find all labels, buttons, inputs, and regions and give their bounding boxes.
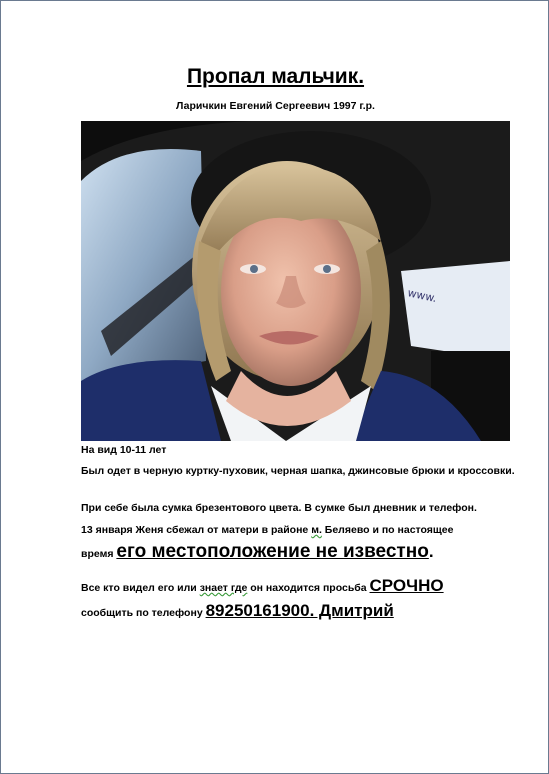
poster-title-text: Пропал мальчик. <box>186 65 365 88</box>
poster-title <box>1 65 549 89</box>
appeal-wavy: знает где <box>199 582 248 594</box>
escape-text-part1: 13 января Женя сбежал от матери в районе <box>81 524 312 536</box>
location-line <box>81 539 521 567</box>
clothing-text: Был одет в черную куртку-пуховик, черная шапка, джинсовые брюки и кроссовки. <box>81 465 515 477</box>
contact-line <box>81 598 521 626</box>
appeal-part2: он находится просьба <box>247 582 370 594</box>
poster-subtitle: Ларичкин Евгений Сергеевич 1997 г.р. <box>176 100 375 112</box>
location-period: . <box>428 542 434 561</box>
appeal-line <box>81 574 521 600</box>
escape-text-metro: м. <box>311 524 322 536</box>
phone-number: 89250161900. Дмитрий <box>205 601 394 620</box>
urgent-word: СРОЧНО <box>369 576 444 595</box>
escape-text-part2: Беляево и по настоящее <box>321 524 454 536</box>
belongings-text: При себе была сумка брезентового цвета. В сумке был дневник и телефон. <box>81 502 477 514</box>
appearance-text: На вид 10-11 лет <box>81 444 167 456</box>
svg-text:www.: www. <box>406 286 438 306</box>
appeal-part1: Все кто видел его или <box>81 582 200 594</box>
time-word: время <box>81 548 117 560</box>
report-text: сообщить по телефону <box>81 607 206 619</box>
boy-portrait-photo <box>81 121 510 441</box>
escape-text <box>81 523 521 538</box>
location-phrase: его местоположение не известно <box>116 541 429 562</box>
photo-illustration <box>81 121 510 441</box>
